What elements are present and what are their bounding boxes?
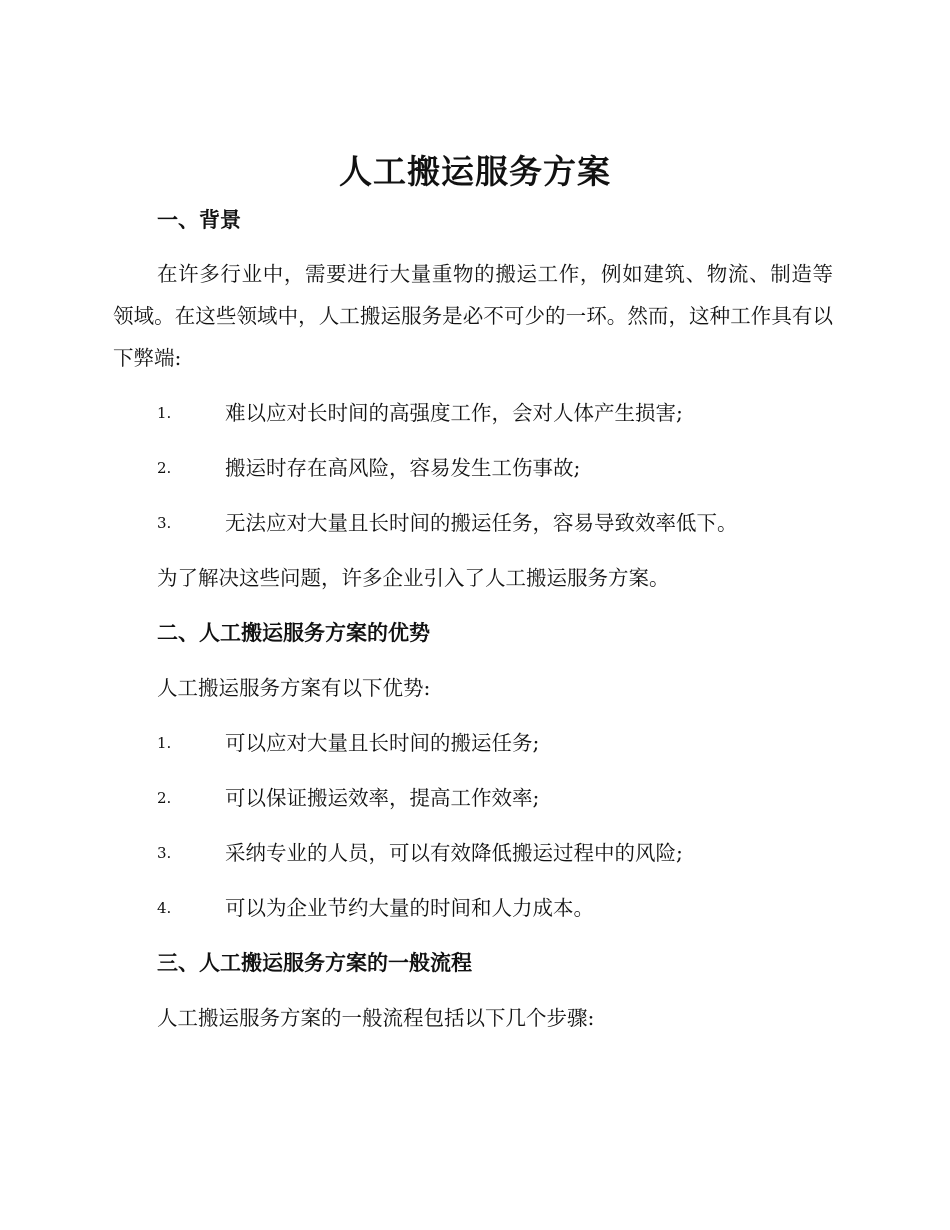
- advantages-intro-paragraph: 人工搬运服务方案有以下优势:: [157, 676, 431, 700]
- list-item-number: 2.: [157, 459, 172, 477]
- document-title: 人工搬运服务方案: [339, 152, 611, 191]
- list-item-number: 2.: [157, 789, 172, 807]
- list-item-text: 可以保证搬运效率，提高工作效率;: [225, 786, 540, 810]
- list-item-number: 1.: [157, 734, 172, 752]
- list-item-number: 4.: [157, 899, 172, 917]
- list-item-number: 1.: [157, 404, 172, 422]
- list-item-number: 3.: [157, 844, 172, 862]
- background-conclusion-paragraph: 为了解决这些问题，许多企业引入了人工搬运服务方案。: [157, 566, 670, 590]
- process-intro-paragraph: 人工搬运服务方案的一般流程包括以下几个步骤:: [157, 1006, 595, 1030]
- section-heading-advantages: 二、人工搬运服务方案的优势: [157, 621, 430, 645]
- background-intro-paragraph: 在许多行业中，需要进行大量重物的搬运工作，例如建筑、物流、制造等领域。在这些领域中，人工搬运服务是必不可少的一环。然而，这种工作具有以下弊端:: [113, 262, 833, 370]
- list-item-text: 可以应对大量且长时间的搬运任务;: [225, 731, 540, 755]
- list-item-text: 可以为企业节约大量的时间和人力成本。: [225, 896, 594, 920]
- list-item-text: 采纳专业的人员，可以有效降低搬运过程中的风险;: [225, 841, 683, 865]
- list-item-text: 搬运时存在高风险，容易发生工伤事故;: [225, 456, 581, 480]
- section-heading-background: 一、背景: [157, 208, 241, 232]
- list-item-text: 无法应对大量且长时间的搬运任务，容易导致效率低下。: [225, 511, 738, 535]
- list-item-number: 3.: [157, 514, 172, 532]
- list-item-text: 难以应对长时间的高强度工作，会对人体产生损害;: [225, 401, 683, 425]
- section-heading-process: 三、人工搬运服务方案的一般流程: [157, 951, 472, 975]
